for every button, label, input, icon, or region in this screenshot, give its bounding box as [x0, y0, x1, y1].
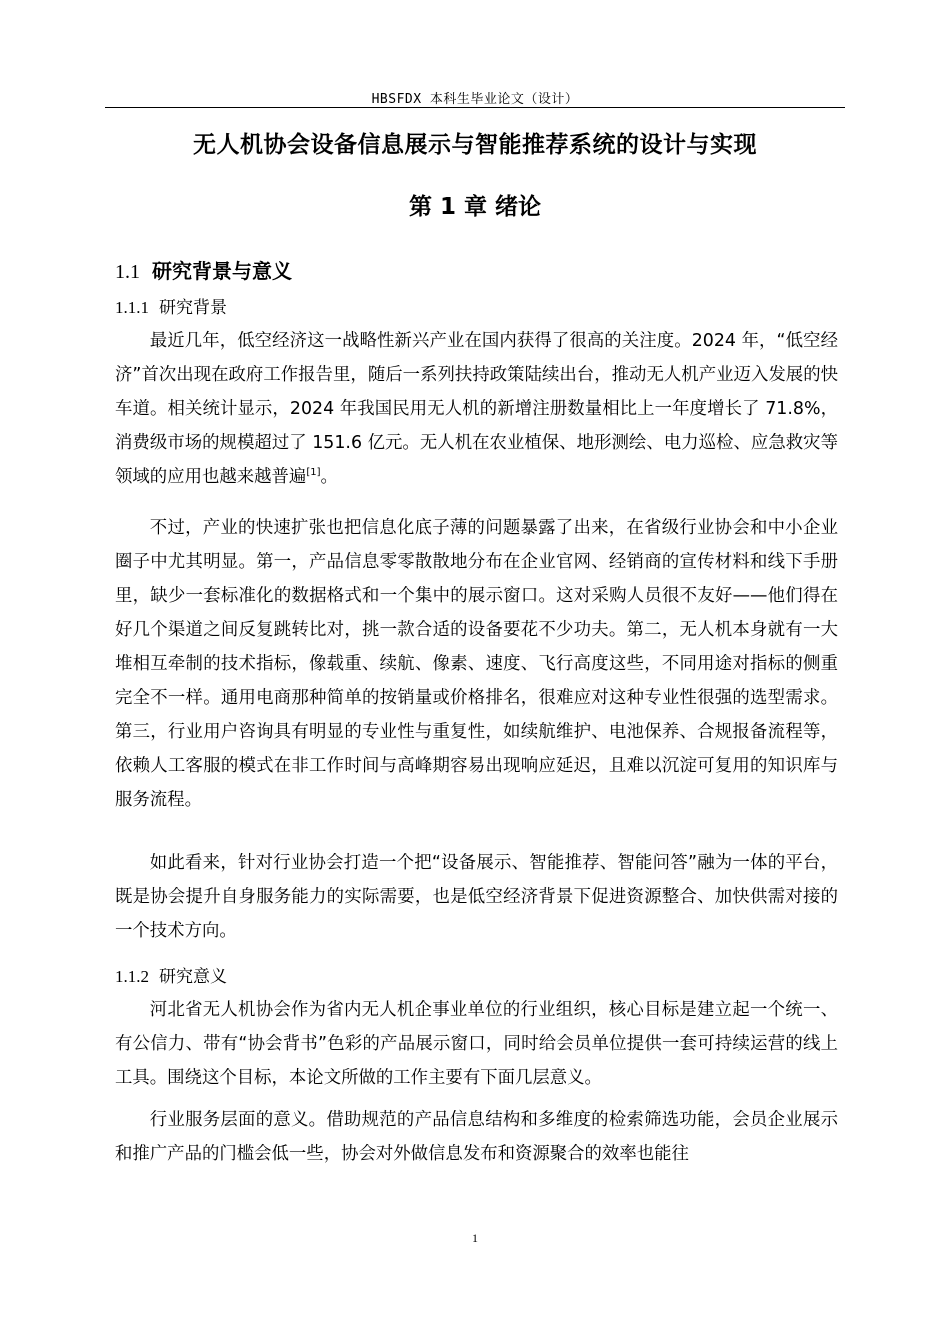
subsection-heading-1-1-2	[115, 962, 227, 987]
subsection-number: 1.1.2	[115, 967, 149, 986]
paragraph-2: 不过，产业的快速扩张也把信息化底子薄的问题暴露了出来，在省级行业协会和中小企业圈子中尤其明显。第一，产品信息零零散散地分布在企业官网、经销商的宣传材料和线下手册里，缺少一套标准化的数据格式和一个集中的展示窗口。这对采购人员很不友好——他们得在好几个渠道之间反复跳转比对，挑一款合适的设备要花不少功夫。第二，无人机本身就有一大堆相互牵制的技术指标，像载重、续航、像素、速度、飞行高度这些，不同用途对指标的侧重完全不一样。通用电商那种简单的按销量或价格排名，很难应对这种专业性很强的选型需求。第三，行业用户咨询具有明显的专业性与重复性，如续航维护、电池保养、合规报备流程等，依赖人工客服的模式在非工作时间与高峰期容易出现响应延迟，且难以沉淀可复用的知识库与服务流程。	[115, 518, 838, 810]
paragraph-3: 如此看来，针对行业协会打造一个把“设备展示、智能推荐、智能问答”融为一体的平台，既是协会提升自身服务能力的实际需要，也是低空经济背景下促进资源整合、加快供需对接的一个技术方向。	[115, 853, 838, 941]
citation-ref[interactable]: [1]	[306, 467, 321, 479]
section-heading-1-1	[115, 255, 292, 284]
subsection-title: 研究意义	[159, 967, 227, 987]
subsection-heading-1-1-1	[115, 293, 227, 318]
chapter-title: 第 1 章 绪论	[408, 194, 542, 220]
section-number: 1.1	[115, 261, 140, 283]
paragraph-5: 行业服务层面的意义。借助规范的产品信息结构和多维度的检索筛选功能，会员企业展示和推广产品的门槛会低一些，协会对外做信息发布和资源聚合的效率也能往	[115, 1110, 838, 1164]
paragraph-1-tail: 。	[320, 467, 338, 487]
subsection-title: 研究背景	[159, 298, 227, 318]
running-header: HBSFDX 本科生毕业论文（设计）	[371, 92, 579, 107]
paragraph-1	[115, 324, 838, 494]
paragraph-1-text: 最近几年，低空经济这一战略性新兴产业在国内获得了很高的关注度。2024 年，“低空经济”首次出现在政府工作报告里，随后一系列扶持政策陆续出台，推动无人机产业迈入发展的快车道。相关统计显示，2024 年我国民用无人机的新增注册数量相比上一年度增长了 71.8%，消费级市场的规模超过了 151.6 亿元。无人机在农业植保、地形测绘、电力巡检、应急救灾等领域的应用也越来越普遍	[115, 331, 838, 487]
page-number: 1	[472, 1231, 478, 1245]
paragraph-4: 河北省无人机协会作为省内无人机企事业单位的行业组织，核心目标是建立起一个统一、有公信力、带有“协会背书”色彩的产品展示窗口，同时给会员单位提供一套可持续运营的线上工具。围绕这个目标，本论文所做的工作主要有下面几层意义。	[115, 1000, 838, 1088]
header-divider	[105, 107, 845, 108]
thesis-title: 无人机协会设备信息展示与智能推荐系统的设计与实现	[193, 132, 757, 158]
section-title: 研究背景与意义	[152, 259, 292, 283]
subsection-number: 1.1.1	[115, 298, 149, 317]
